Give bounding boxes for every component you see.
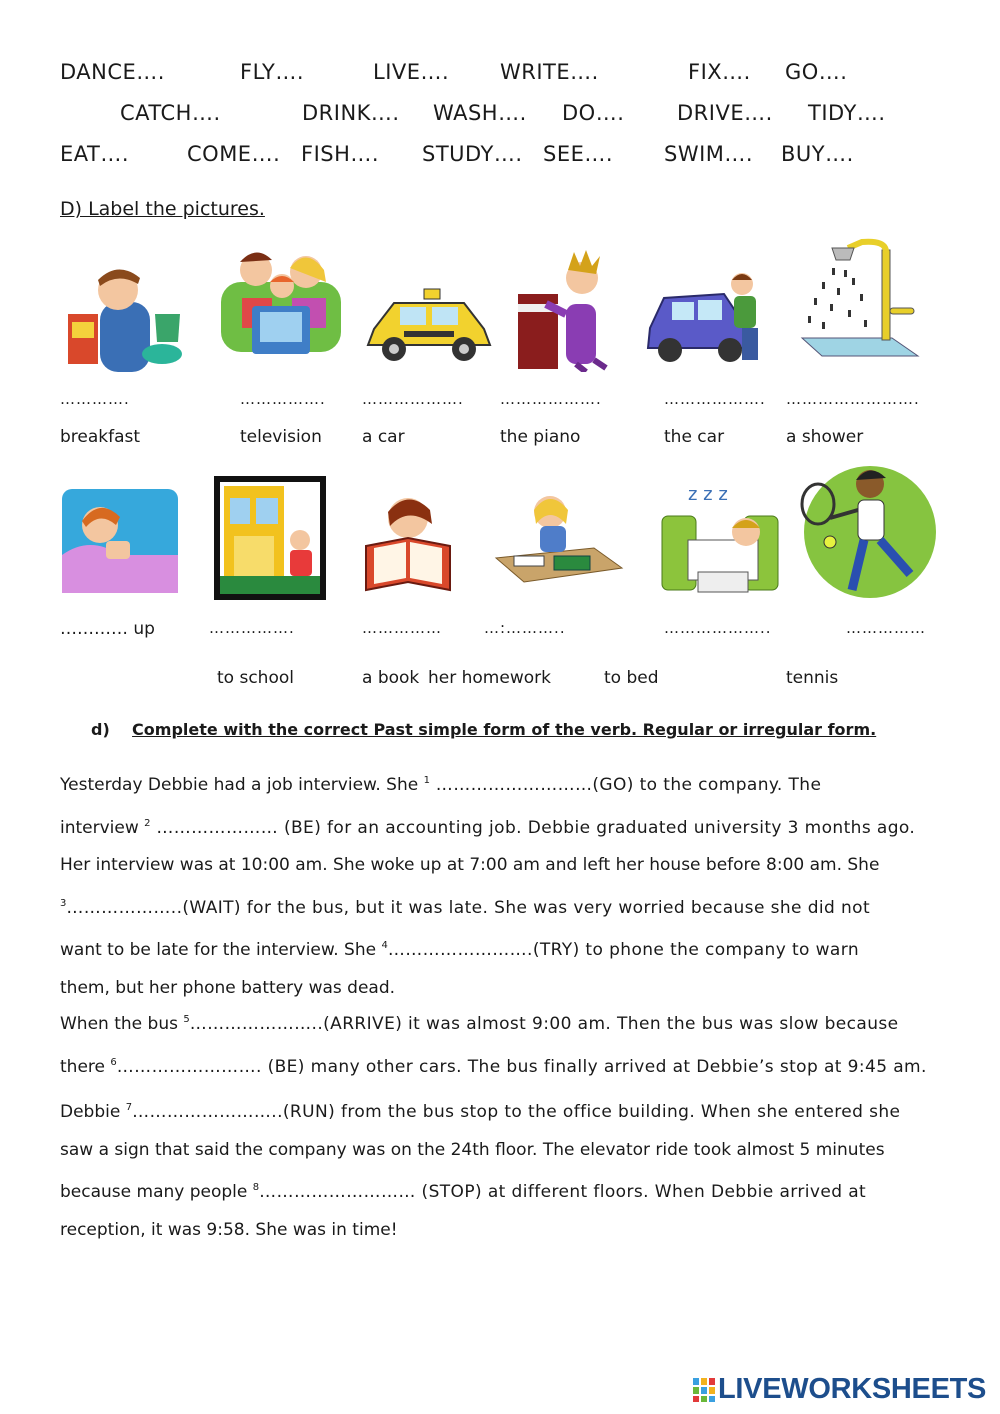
gap-8[interactable]: ……………………… (STOP) at different floors. When Debbie arrived at [259,1182,867,1203]
verb-item: STUDY…. [422,142,523,166]
answer-blank[interactable]: …………. [60,390,130,408]
girl-waking-up-icon [60,485,180,597]
story-paragraph-1: Yesterday Debbie had a job interview. She $^1$ ………………………(GO) to the company. The interview $^2$ ………………… (BE) for an accounting job. Debbie graduated university 3 months ago. Her interview was at 10:00 am. She woke up at 7:00 am and left her house before 8:00 am. She $^3$………………..(WAIT) for the bus, but it was late. She was very worried because she did not want to be late for the interview. She $^4$…………………….(TRY) to phone the company to warn them, but her phone battery was dead. [60,775,916,998]
verb-item: TIDY…. [808,101,886,125]
answer-blank[interactable]: ……………. [240,390,326,408]
exercise-letter: d) [91,720,110,739]
gap-2[interactable]: ………………… (BE) for an accounting job. Debbie graduated university 3 months ago. [150,817,916,838]
family-watching-tv-icon [216,242,346,360]
liveworksheets-brand[interactable]: LIVEWORKSHEETS [718,1373,987,1405]
picture-label: the piano [500,427,581,447]
gap-7[interactable]: ……………………..(RUN) from the bus stop to the office building. When she entered she [132,1102,901,1122]
verb-item: SEE…. [543,142,614,166]
verb-item: SWIM…. [664,142,754,166]
picture-label: a car [362,427,405,447]
answer-blank[interactable]: ……………. [209,619,295,637]
picture-label: the car [664,427,725,447]
verb-item: DO…. [562,101,625,125]
gap-4[interactable]: …………………….(TRY) to phone the company to warn [387,940,860,961]
picture-label: a shower [786,427,864,447]
story-paragraph-2: When the bus $^5$…………………..(ARRIVE) it was almost 9:00 am. Then the bus was slow because there $^6$……………………. (BE) many other cars. The bus finally arrived at Debbie’s stop at 9:45 am. [60,1014,927,1077]
picture-label: her homework [428,668,551,688]
answer-blank[interactable]: ………… up [60,619,155,639]
answer-blank[interactable]: …………… [362,619,442,637]
verb-item: BUY…. [781,142,854,166]
verb-item: WASH…. [433,101,527,125]
girl-reading-book-icon [360,490,462,596]
verb-item: EAT…. [60,142,130,166]
verb-item: DANCE…. [60,60,165,84]
picture-label: television [240,427,322,447]
instruction-text: Complete with the correct Past simple form of the verb. Regular or irregular form. [132,720,877,739]
picture-label: a book [362,668,420,688]
verb-item: GO…. [785,60,848,84]
answer-blank[interactable]: ……………………. [786,390,920,408]
man-playing-piano-icon [516,244,616,372]
answer-blank[interactable]: …:……….. [484,619,566,637]
verb-item: DRINK…. [302,101,400,125]
picture-label: to school [217,668,294,688]
verb-item: FIX…. [688,60,751,84]
man-eating-breakfast-icon [60,262,190,372]
shower-icon [792,238,922,363]
story-paragraph-3: Debbie $^7$……………………..(RUN) from the bus stop to the office building. When she entered she saw a sign that said the company was on the 24th floor. The elevator ride took almost 5 minutes because many people $^8$……………………… (STOP) at different floors. When Debbie arrived at reception, it was 9:58. She was in time! [60,1102,901,1240]
gap-1[interactable]: ………………………(GO) to the company. The [429,775,822,795]
picture-label: to bed [604,668,659,688]
verb-item: WRITE…. [500,60,599,84]
verb-item: DRIVE…. [677,101,773,125]
verb-item: FISH…. [301,142,380,166]
liveworksheets-logo-icon [693,1378,715,1402]
answer-blank[interactable]: ………………. [362,390,464,408]
girl-doing-homework-icon [494,488,624,594]
girl-playing-tennis-icon [800,462,940,602]
verb-item: FLY…. [240,60,304,84]
answer-blank[interactable]: …………… [846,619,926,637]
gap-5[interactable]: …………………..(ARRIVE) it was almost 9:00 am. Then the bus was slow because [189,1014,899,1034]
boy-sleeping-bed-icon [658,476,782,596]
answer-blank[interactable]: ……………….. [664,619,772,637]
answer-blank[interactable]: ………………. [664,390,766,408]
picture-label: breakfast [60,427,141,447]
gap-3[interactable]: ………………..(WAIT) for the bus, but it was late. She was very worried because she did not [66,897,871,918]
verb-item: COME…. [187,142,281,166]
exercise-instruction [91,720,876,739]
verb-item: CATCH…. [120,101,221,125]
answer-blank[interactable]: ………………. [500,390,602,408]
svg-text:z z z: z z z [688,484,728,505]
picture-label: tennis [786,668,839,688]
label-pictures-heading: D) Label the pictures. [60,198,265,220]
verb-item: LIVE…. [373,60,450,84]
gap-6[interactable]: ……………………. (BE) many other cars. The bus finally arrived at Debbie’s stop at 9:45 am. [116,1056,927,1077]
taxi-car-icon [364,285,494,370]
boy-washing-car-icon [646,268,771,368]
boy-school-bus-icon [214,476,326,600]
